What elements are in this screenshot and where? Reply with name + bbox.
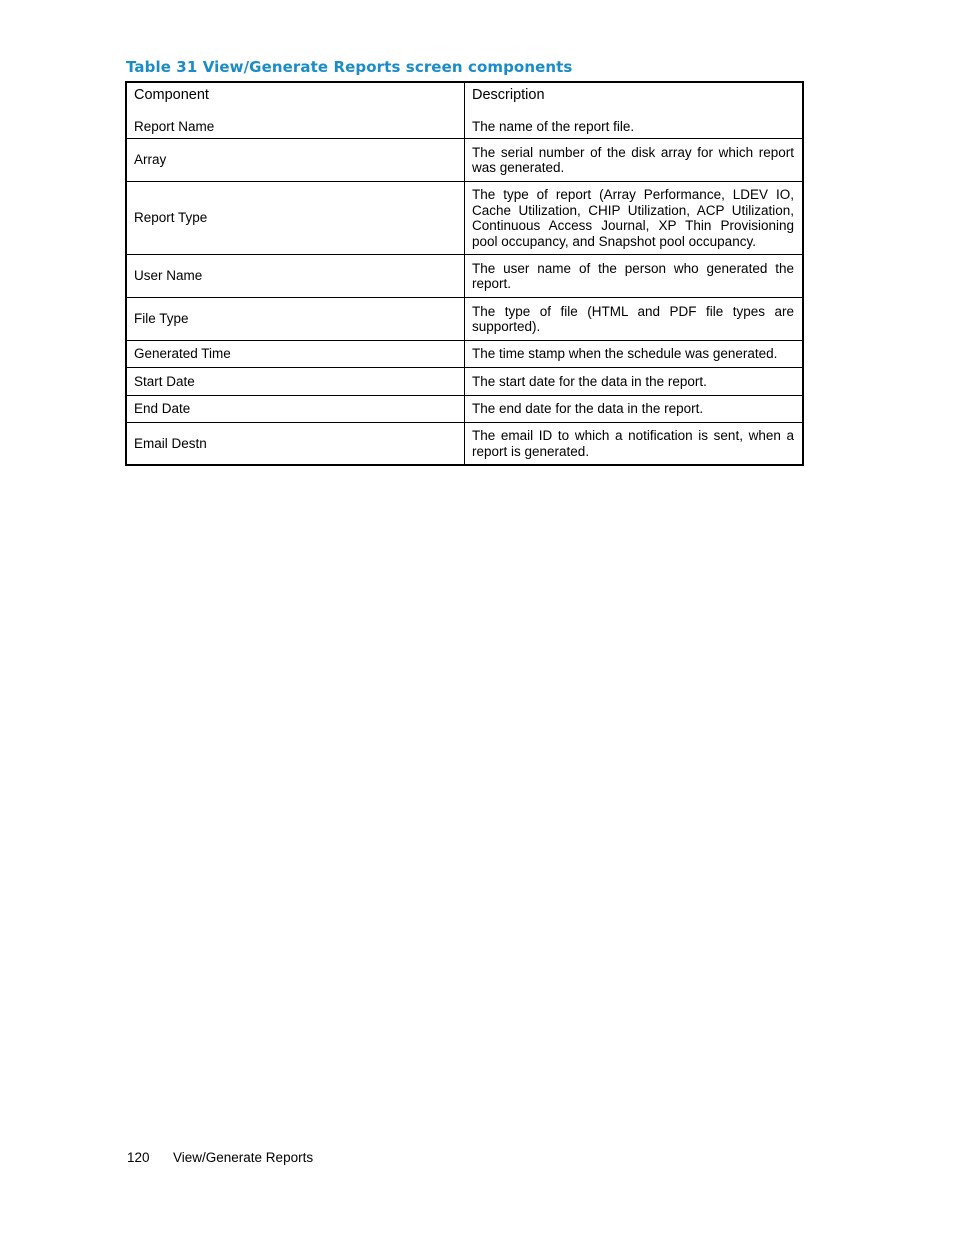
component-description: The time stamp when the schedule was generated.	[472, 346, 778, 362]
component-description: The serial number of the disk array for which report was generated.	[472, 144, 794, 175]
component-description: The start date for the data in the report.	[472, 373, 707, 389]
table-row	[127, 395, 802, 422]
column-header-description: Description	[472, 87, 545, 103]
table-row	[127, 83, 802, 138]
footer-section-title: View/Generate Reports	[173, 1150, 314, 1165]
component-description: The user name of the person who generated the report.	[472, 260, 794, 291]
page-footer	[127, 1150, 313, 1165]
page-number: 120	[127, 1150, 150, 1165]
component-name: Generated Time	[127, 341, 465, 367]
component-description: The end date for the data in the report.	[472, 401, 704, 417]
component-description: The type of file (HTML and PDF file types are supported).	[472, 303, 794, 334]
component-name: User Name	[127, 255, 465, 297]
table-row	[127, 422, 802, 464]
component-name: Array	[127, 139, 465, 181]
table-row	[127, 254, 802, 297]
component-description: The name of the report file.	[472, 118, 635, 134]
table-cell	[127, 83, 465, 138]
table-row	[127, 367, 802, 395]
component-name: End Date	[127, 396, 465, 422]
column-header-component: Component	[134, 87, 209, 103]
component-name: File Type	[127, 298, 465, 340]
table-cell	[465, 83, 802, 138]
component-name: Email Destn	[127, 423, 465, 464]
table-row	[127, 138, 802, 181]
table-row	[127, 297, 802, 340]
component-description: The email ID to which a notification is sent, when a report is generated.	[472, 428, 794, 459]
component-name: Start Date	[127, 368, 465, 395]
component-description: The type of report (Array Performance, LDEV IO, Cache Utilization, CHIP Utilization, ACP Utilization, Continuous Access Journal, XP Thin Provisioning pool occupancy, and Snapshot pool occupancy.	[472, 187, 794, 249]
table-caption: Table 31 View/Generate Reports screen components	[126, 58, 573, 76]
component-name: Report Name	[134, 118, 215, 134]
component-name: Report Type	[127, 182, 465, 254]
table-row	[127, 340, 802, 367]
components-table	[125, 81, 804, 466]
table-row	[127, 181, 802, 254]
